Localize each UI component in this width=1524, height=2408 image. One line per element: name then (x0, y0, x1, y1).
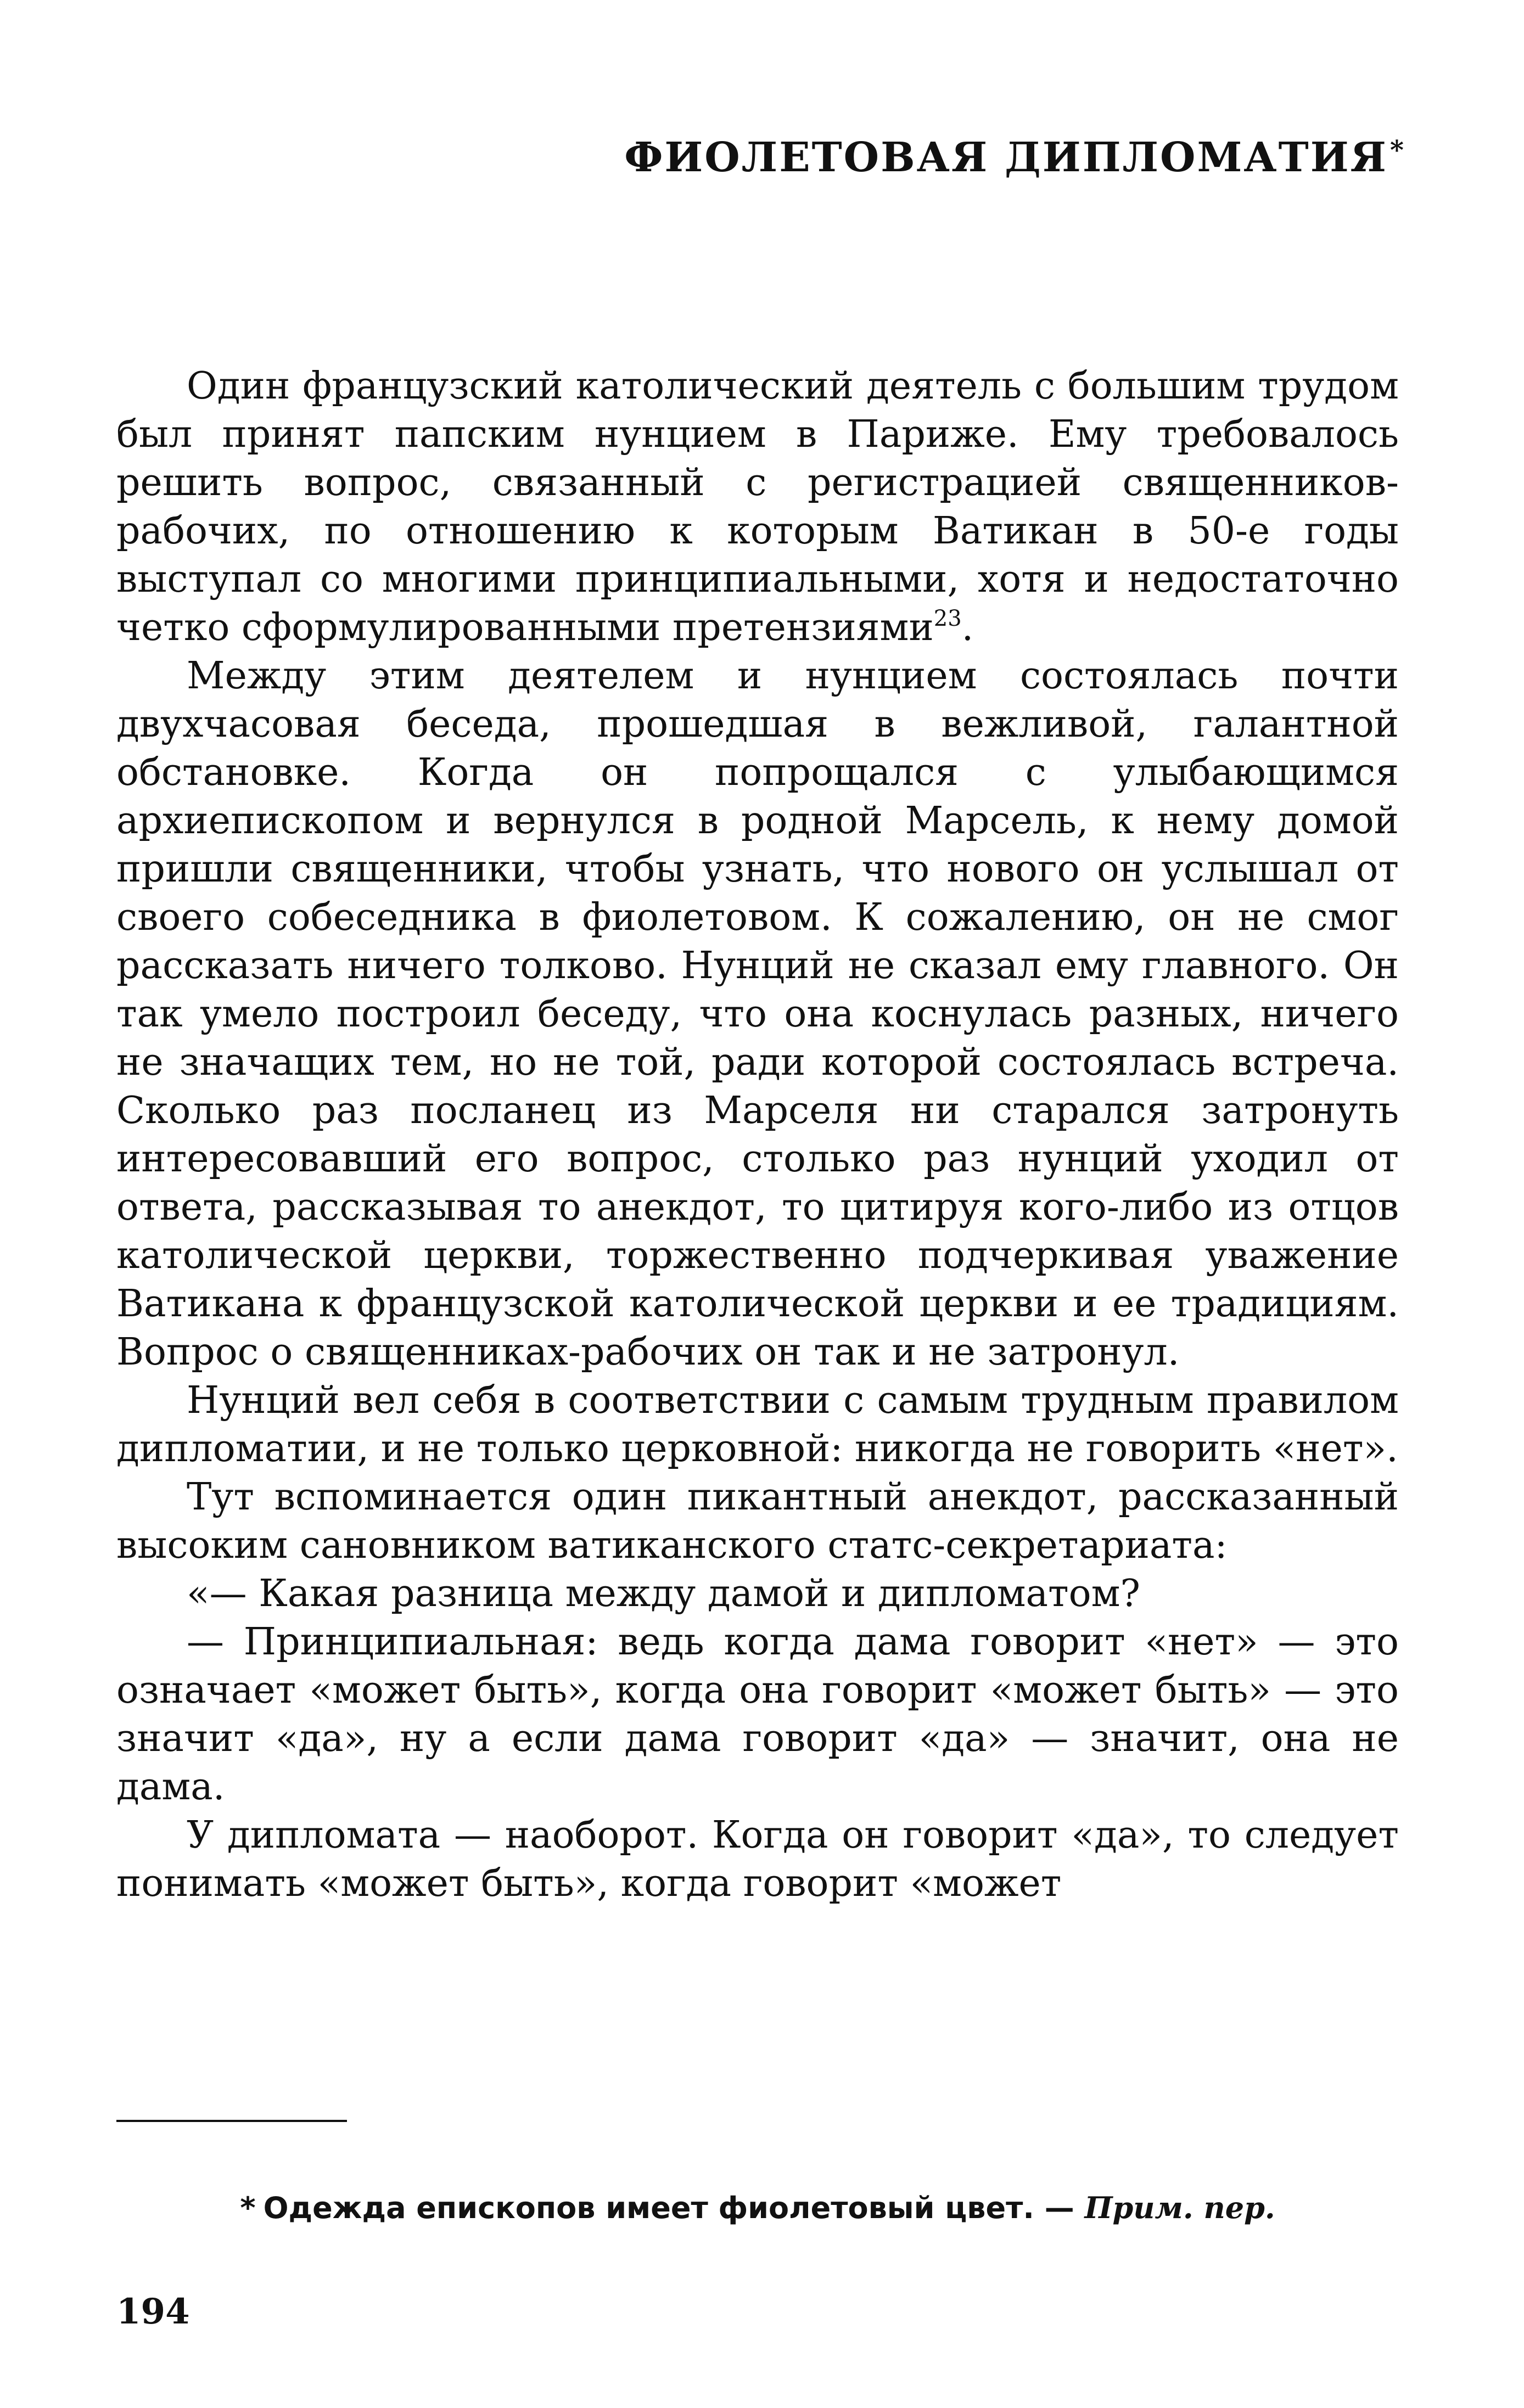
footnote-text: Одежда епископов имеет фиолетовый цвет. — (263, 2191, 1074, 2225)
page-number: 194 (116, 2291, 190, 2332)
paragraph-3: Нунций вел себя в соответствии с самым трудным правилом дипломатии, и не только церковной: никогда не говорить «нет». (116, 1379, 1399, 1470)
chapter-title-text: ФИОЛЕТОВАЯ ДИПЛОМАТИЯ (624, 133, 1388, 181)
dialogue-question: «— Какая разница между дамой и дипломатом? (187, 1572, 1140, 1615)
footnote-divider (116, 2120, 347, 2122)
chapter-title (549, 133, 1405, 181)
paragraph-1-tail: . (961, 606, 974, 649)
footnote (116, 2190, 1399, 2226)
paragraph-2: Между этим деятелем и нунцием состоялась почти двухчасовая беседа, прошедшая в вежливой, галантной обстановке. Когда он попрощался с улыбающимся архиепископом и вернулся в родной Марсель, к нему домой пришли священники, чтобы узнать, что нового он услышал от своего собеседника в фиолетовом. К сожалению, он не смог рассказать ничего толково. Нунций не сказал ему главного. Он так умело построил беседу, что она коснулась разных, ничего не значащих тем, но не той, ради которой состоялась встреча. Сколько раз посланец из Марселя ни старался затронуть интересовавший его вопрос, столько раз нунций уходил от ответа, рассказывая то анекдот, то цитируя кого-либо из отцов католической церкви, торжественно подчеркивая уважение Ватикана к французской католической церкви и ее традициям. Вопрос о священниках-рабочих он так и не затронул. (116, 654, 1399, 1374)
note-reference-23: 23 (933, 606, 962, 631)
paragraph-4: Тут вспоминается один пикантный анекдот, рассказанный высоким сановником ватиканского статс-секретариата: (116, 1475, 1399, 1567)
paragraph-1-text: Один французский католический деятель с большим трудом был принят папским нунцием в Париже. Ему требовалось решить вопрос, связанный с регистрацией священников-рабочих, по отношению к которым Ватикан в 50-е годы выступал со многими принципиальными, хотя и недостаточно четко сформулированными претензиями (116, 364, 1399, 649)
title-footnote-marker: * (1389, 134, 1405, 166)
footnote-translator-note: Прим. пер. (1084, 2190, 1275, 2225)
paragraph-1 (116, 362, 1399, 652)
paragraph-7: У дипломата — наоборот. Когда он говорит «да», то следует понимать «может быть», когда говорит «может (116, 1814, 1399, 1905)
footnote-marker: * (240, 2191, 256, 2225)
body-text (116, 362, 1399, 1908)
dialogue-answer: — Принципиальная: ведь когда дама говорит «нет» — это означает «может быть», когда она говорит «может быть» — это значит «да», ну а если дама говорит «да» — значит, она не дама. (116, 1620, 1399, 1809)
